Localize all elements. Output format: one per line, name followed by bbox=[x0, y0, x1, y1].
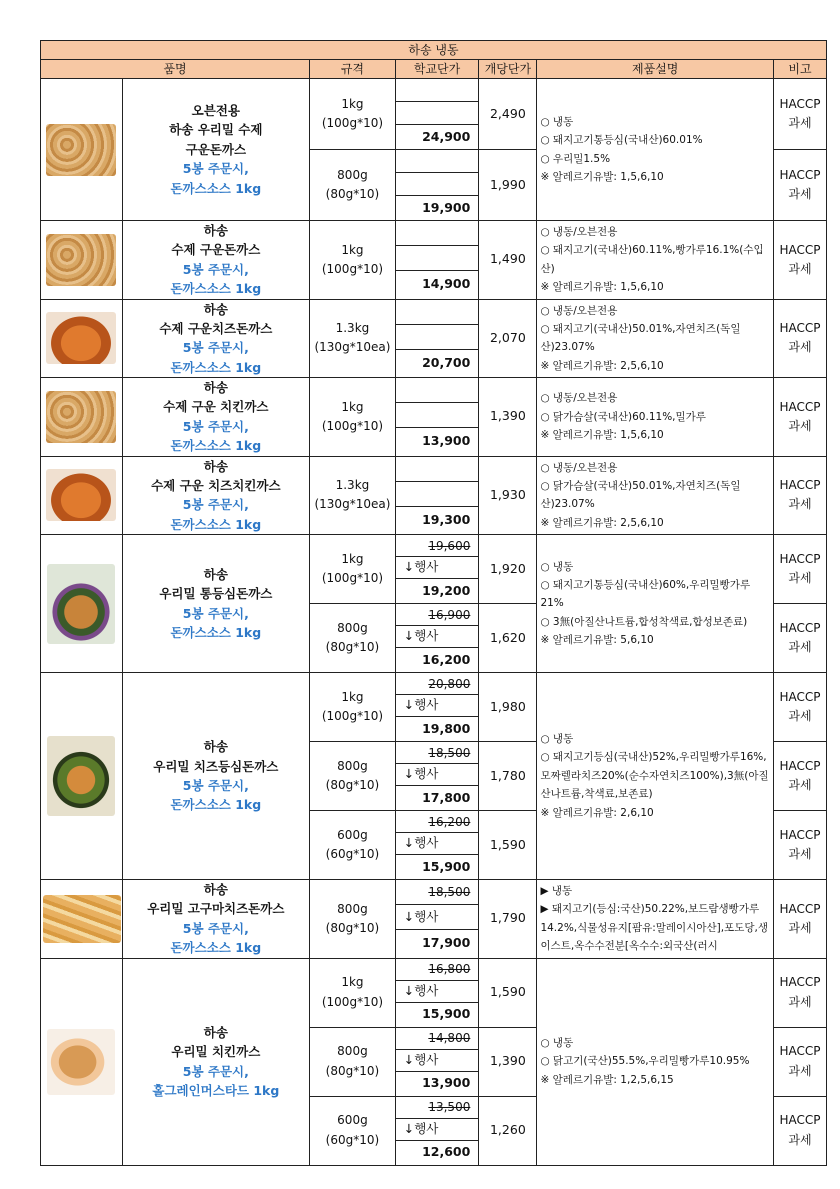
product-name-line: 우리밀 고구마치즈돈까스 bbox=[147, 901, 285, 917]
event-label: ↓행사 bbox=[395, 1049, 479, 1071]
order-promo-line: 돈까스소스 1kg bbox=[170, 624, 262, 640]
product-description bbox=[537, 456, 774, 535]
description-line: ○ 돼지고기통등심(국내산)60%,우리밀빵가루21% bbox=[540, 578, 751, 610]
product-description bbox=[537, 221, 774, 300]
description-line: ○ 냉동/오븐전용 bbox=[540, 304, 618, 317]
empty-cell bbox=[395, 378, 479, 403]
note-haccp: HACCP 과세 bbox=[773, 1096, 826, 1165]
note-haccp: HACCP 과세 bbox=[773, 880, 826, 959]
school-price: 24,900 bbox=[395, 125, 479, 150]
table-row bbox=[41, 880, 827, 905]
cutlet-icon bbox=[46, 234, 116, 286]
unit-price: 1,790 bbox=[479, 880, 537, 959]
school-price: 19,200 bbox=[395, 579, 479, 604]
product-spec: 600g (60g*10) bbox=[310, 811, 396, 880]
note-haccp: HACCP 과세 bbox=[773, 79, 826, 150]
empty-cell bbox=[395, 246, 479, 271]
school-price: 12,600 bbox=[395, 1140, 479, 1165]
product-name-line: 우리밀 치킨까스 bbox=[171, 1044, 261, 1060]
empty-cell bbox=[395, 173, 479, 196]
unit-price: 1,990 bbox=[479, 150, 537, 221]
table-row bbox=[41, 299, 827, 324]
original-price: 14,800 bbox=[395, 1027, 479, 1049]
event-label: ↓행사 bbox=[395, 980, 479, 1002]
order-promo-line: 5봉 주문시, bbox=[182, 418, 249, 434]
product-name-line: 구운돈까스 bbox=[185, 141, 247, 157]
school-price: 16,200 bbox=[395, 648, 479, 673]
note-haccp: HACCP 과세 bbox=[773, 742, 826, 811]
product-name-line: 하송 bbox=[203, 882, 228, 897]
product-description bbox=[537, 880, 774, 959]
description-line: ○ 냉동 bbox=[540, 1036, 574, 1049]
description-line: ▶ 돼지고기(등심:국산)50.22%,보드람생빵가루14.2%,식물성유지[팜유:말레이시아산],포도당,생이스트,옥수수전분[옥수수:외국산(러시 bbox=[540, 903, 768, 953]
school-price: 19,900 bbox=[395, 196, 479, 221]
description-line: ○ 돼지고기통등심(국내산)60.01% bbox=[540, 134, 703, 147]
school-price: 17,900 bbox=[395, 930, 479, 958]
order-promo-line: 돈까스소스 1kg bbox=[170, 281, 262, 297]
unit-price: 1,260 bbox=[479, 1096, 537, 1165]
product-description bbox=[537, 535, 774, 673]
product-name-line: 우리밀 치즈등심돈까스 bbox=[153, 758, 279, 774]
product-image-cell bbox=[41, 79, 123, 221]
note-haccp: HACCP 과세 bbox=[773, 673, 826, 742]
product-name-line: 하송 bbox=[203, 1024, 228, 1040]
product-spec: 800g (80g*10) bbox=[310, 880, 396, 959]
note-haccp: HACCP 과세 bbox=[773, 456, 826, 535]
description-line: ※ 알레르기유발: 2,5,6,10 bbox=[540, 359, 664, 372]
product-name-line: 수제 구운치즈돈까스 bbox=[159, 320, 273, 336]
unit-price: 1,980 bbox=[479, 673, 537, 742]
empty-cell bbox=[395, 150, 479, 173]
school-price: 14,900 bbox=[395, 271, 479, 299]
product-spec: 1kg (100g*10) bbox=[310, 673, 396, 742]
event-label: ↓행사 bbox=[395, 626, 479, 648]
event-label: ↓행사 bbox=[395, 1118, 479, 1140]
description-line: ○ 닭가슴살(국내산)60.11%,밀가루 bbox=[540, 410, 706, 423]
order-promo-line: 돈까스소스 1kg bbox=[170, 180, 262, 196]
school-price: 17,800 bbox=[395, 786, 479, 811]
header-description: 제품설명 bbox=[537, 60, 774, 79]
empty-cell bbox=[395, 403, 479, 428]
note-haccp: HACCP 과세 bbox=[773, 1027, 826, 1096]
sweet-potato-cutlet-icon bbox=[43, 895, 121, 943]
header-note: 비고 bbox=[773, 60, 826, 79]
cutlet-icon bbox=[46, 124, 116, 176]
school-price: 20,700 bbox=[395, 349, 479, 377]
note-haccp: HACCP 과세 bbox=[773, 221, 826, 300]
unit-price: 1,390 bbox=[479, 378, 537, 457]
description-line: ○ 닭고기(국산)55.5%,우리밀빵가루10.95% bbox=[540, 1055, 750, 1068]
header-name: 품명 bbox=[41, 60, 310, 79]
order-promo-line: 5봉 주문시, bbox=[182, 161, 249, 177]
product-name-line: 오븐전용 bbox=[191, 103, 240, 119]
cheese-cutlet-icon bbox=[46, 312, 116, 364]
description-line: ※ 알레르기유발: 5,6,10 bbox=[540, 634, 654, 647]
original-price: 13,500 bbox=[395, 1096, 479, 1118]
school-price: 19,300 bbox=[395, 506, 479, 534]
product-name bbox=[122, 535, 310, 673]
original-price: 16,800 bbox=[395, 958, 479, 980]
product-name-line: 수제 구운 치킨까스 bbox=[163, 399, 269, 415]
product-spec: 800g (80g*10) bbox=[310, 604, 396, 673]
description-line: ○ 우리밀1.5% bbox=[540, 152, 611, 165]
product-description bbox=[537, 378, 774, 457]
product-name-line: 하송 우리밀 수제 bbox=[169, 122, 263, 138]
cutlet-icon bbox=[46, 391, 116, 443]
product-name bbox=[122, 673, 310, 880]
description-line: ○ 냉동/오븐전용 bbox=[540, 392, 618, 405]
product-description bbox=[537, 79, 774, 221]
product-spec: 1.3kg (130g*10ea) bbox=[310, 456, 396, 535]
unit-price: 1,390 bbox=[479, 1027, 537, 1096]
empty-cell bbox=[395, 299, 479, 324]
original-price: 20,800 bbox=[395, 673, 479, 695]
order-promo-line: 5봉 주문시, bbox=[182, 340, 249, 356]
order-promo-line: 돈까스소스 1kg bbox=[170, 516, 262, 532]
table-row bbox=[41, 535, 827, 557]
unit-price: 1,920 bbox=[479, 535, 537, 604]
product-name-line: 우리밀 통등심돈까스 bbox=[159, 586, 273, 602]
description-line: ※ 알레르기유발: 2,6,10 bbox=[540, 806, 654, 819]
order-promo-line: 5봉 주문시, bbox=[182, 920, 249, 936]
description-line: ○ 냉동/오븐전용 bbox=[540, 461, 618, 474]
empty-cell bbox=[395, 102, 479, 125]
chicken-cutlet-icon bbox=[47, 1029, 115, 1095]
product-name-line: 하송 bbox=[203, 458, 228, 474]
product-image-cell bbox=[41, 456, 123, 535]
unit-price: 2,490 bbox=[479, 79, 537, 150]
order-promo-line: 5봉 주문시, bbox=[182, 261, 249, 277]
product-name bbox=[122, 221, 310, 300]
product-name-line: 하송 bbox=[203, 301, 228, 317]
order-promo-line: 5봉 주문시, bbox=[182, 605, 249, 621]
description-line: ○ 돼지고기등심(국내산)52%,우리밀빵가루16%,모짜렐라치즈20%(순수자연치즈100%),3無(아질산나트륨,착색료,보존료) bbox=[540, 751, 769, 801]
event-label: ↓행사 bbox=[395, 557, 479, 579]
table-row bbox=[41, 673, 827, 695]
product-spec: 1kg (100g*10) bbox=[310, 79, 396, 150]
product-image-cell bbox=[41, 958, 123, 1165]
empty-cell bbox=[395, 481, 479, 506]
order-promo-line: 5봉 주문시, bbox=[182, 778, 249, 793]
unit-price: 1,490 bbox=[479, 221, 537, 300]
note-haccp: HACCP 과세 bbox=[773, 378, 826, 457]
product-name-line: 수제 구운돈까스 bbox=[171, 242, 261, 258]
unit-price: 1,590 bbox=[479, 958, 537, 1027]
product-name-line: 하송 bbox=[203, 223, 228, 238]
unit-price: 1,780 bbox=[479, 742, 537, 811]
product-spec: 800g (80g*10) bbox=[310, 150, 396, 221]
empty-cell bbox=[395, 456, 479, 481]
product-spec: 1kg (100g*10) bbox=[310, 958, 396, 1027]
description-line: ○ 냉동/오븐전용 bbox=[540, 226, 618, 238]
product-description bbox=[537, 958, 774, 1165]
product-image-cell bbox=[41, 535, 123, 673]
original-price: 18,500 bbox=[395, 742, 479, 764]
price-table bbox=[40, 40, 827, 1166]
header-unit-price: 개당단가 bbox=[479, 60, 537, 79]
description-line: ※ 알레르기유발: 1,5,6,10 bbox=[540, 428, 664, 441]
note-haccp: HACCP 과세 bbox=[773, 535, 826, 604]
note-haccp: HACCP 과세 bbox=[773, 811, 826, 880]
description-line: ※ 알레르기유발: 1,2,5,6,15 bbox=[540, 1073, 674, 1086]
original-price: 16,200 bbox=[395, 811, 479, 833]
order-promo-line: 돈까스소스 1kg bbox=[170, 940, 262, 956]
product-image-cell bbox=[41, 299, 123, 378]
product-spec: 800g (80g*10) bbox=[310, 1027, 396, 1096]
product-spec: 1kg (100g*10) bbox=[310, 221, 396, 300]
product-image-cell bbox=[41, 673, 123, 880]
product-image-cell bbox=[41, 378, 123, 457]
order-promo-line: 돈까스소스 1kg bbox=[170, 359, 262, 375]
header-spec: 규격 bbox=[310, 60, 396, 79]
header-school-price: 학교단가 bbox=[395, 60, 479, 79]
product-name bbox=[122, 880, 310, 959]
order-promo-line: 돈까스소스 1kg bbox=[170, 797, 262, 813]
product-spec: 600g (60g*10) bbox=[310, 1096, 396, 1165]
unit-price: 1,590 bbox=[479, 811, 537, 880]
school-price: 19,800 bbox=[395, 717, 479, 742]
original-price: 16,900 bbox=[395, 604, 479, 626]
school-price: 13,900 bbox=[395, 428, 479, 456]
order-promo-line: 5봉 주문시, bbox=[182, 1063, 249, 1079]
product-name-line: 하송 bbox=[203, 739, 228, 755]
product-spec: 800g (80g*10) bbox=[310, 742, 396, 811]
school-price: 13,900 bbox=[395, 1071, 479, 1096]
table-row bbox=[41, 221, 827, 246]
event-label: ↓행사 bbox=[395, 695, 479, 717]
cheese-cutlet-icon bbox=[46, 469, 116, 521]
product-name bbox=[122, 378, 310, 457]
unit-price: 2,070 bbox=[479, 299, 537, 378]
description-line: ○ 닭가슴살(국내산)50.01%,자연치즈(독일산)23.07% bbox=[540, 479, 741, 511]
note-haccp: HACCP 과세 bbox=[773, 299, 826, 378]
event-label: ↓행사 bbox=[395, 764, 479, 786]
table-row bbox=[41, 378, 827, 403]
product-description bbox=[537, 299, 774, 378]
unit-price: 1,930 bbox=[479, 456, 537, 535]
original-price: 19,600 bbox=[395, 535, 479, 557]
description-line: ○ 냉동 bbox=[540, 733, 574, 746]
product-spec: 1.3kg (130g*10ea) bbox=[310, 299, 396, 378]
product-image-cell bbox=[41, 880, 123, 959]
school-price: 15,900 bbox=[395, 1002, 479, 1027]
product-image-cell bbox=[41, 221, 123, 300]
school-price: 15,900 bbox=[395, 855, 479, 880]
description-line: ○ 냉동 bbox=[540, 115, 574, 128]
order-promo-line: 돈까스소스 1kg bbox=[170, 438, 262, 454]
note-haccp: HACCP 과세 bbox=[773, 604, 826, 673]
empty-cell bbox=[395, 324, 479, 349]
description-line: ※ 알레르기유발: 1,5,6,10 bbox=[540, 281, 664, 294]
product-name bbox=[122, 299, 310, 378]
table-row bbox=[41, 79, 827, 102]
table-title: 하송 냉동 bbox=[41, 41, 827, 60]
original-price: 18,500 bbox=[395, 880, 479, 905]
product-name bbox=[122, 79, 310, 221]
table-row bbox=[41, 958, 827, 980]
description-line: ○ 돼지고기(국내산)50.01%,자연치즈(독일산)23.07% bbox=[540, 322, 741, 354]
description-line: ▶ 냉동 bbox=[540, 885, 573, 897]
note-haccp: HACCP 과세 bbox=[773, 958, 826, 1027]
empty-cell bbox=[395, 221, 479, 246]
event-label: ↓행사 bbox=[395, 833, 479, 855]
empty-cell bbox=[395, 79, 479, 102]
order-promo-line: 홀그레인머스타드 1kg bbox=[152, 1082, 280, 1098]
description-line: ○ 돼지고기(국내산)60.11%,빵가루16.1%(수입산) bbox=[540, 244, 764, 275]
description-line: ○ 냉동 bbox=[540, 560, 574, 573]
note-haccp: HACCP 과세 bbox=[773, 150, 826, 221]
product-name bbox=[122, 456, 310, 535]
bowl-icon bbox=[47, 564, 115, 644]
product-name bbox=[122, 958, 310, 1165]
unit-price: 1,620 bbox=[479, 604, 537, 673]
description-line: ○ 3無(아질산나트륨,합성착색료,합성보존료) bbox=[540, 615, 748, 628]
product-description bbox=[537, 673, 774, 880]
event-label: ↓행사 bbox=[395, 905, 479, 930]
order-promo-line: 5봉 주문시, bbox=[182, 497, 249, 513]
product-name-line: 하송 bbox=[203, 380, 228, 395]
product-name-line: 하송 bbox=[203, 566, 228, 582]
description-line: ※ 알레르기유발: 1,5,6,10 bbox=[540, 170, 664, 183]
product-spec: 1kg (100g*10) bbox=[310, 535, 396, 604]
description-line: ※ 알레르기유발: 2,5,6,10 bbox=[540, 516, 664, 529]
table-row bbox=[41, 456, 827, 481]
bowl-icon bbox=[47, 736, 115, 816]
product-name-line: 수제 구운 치즈치킨까스 bbox=[151, 477, 281, 493]
product-spec: 1kg (100g*10) bbox=[310, 378, 396, 457]
